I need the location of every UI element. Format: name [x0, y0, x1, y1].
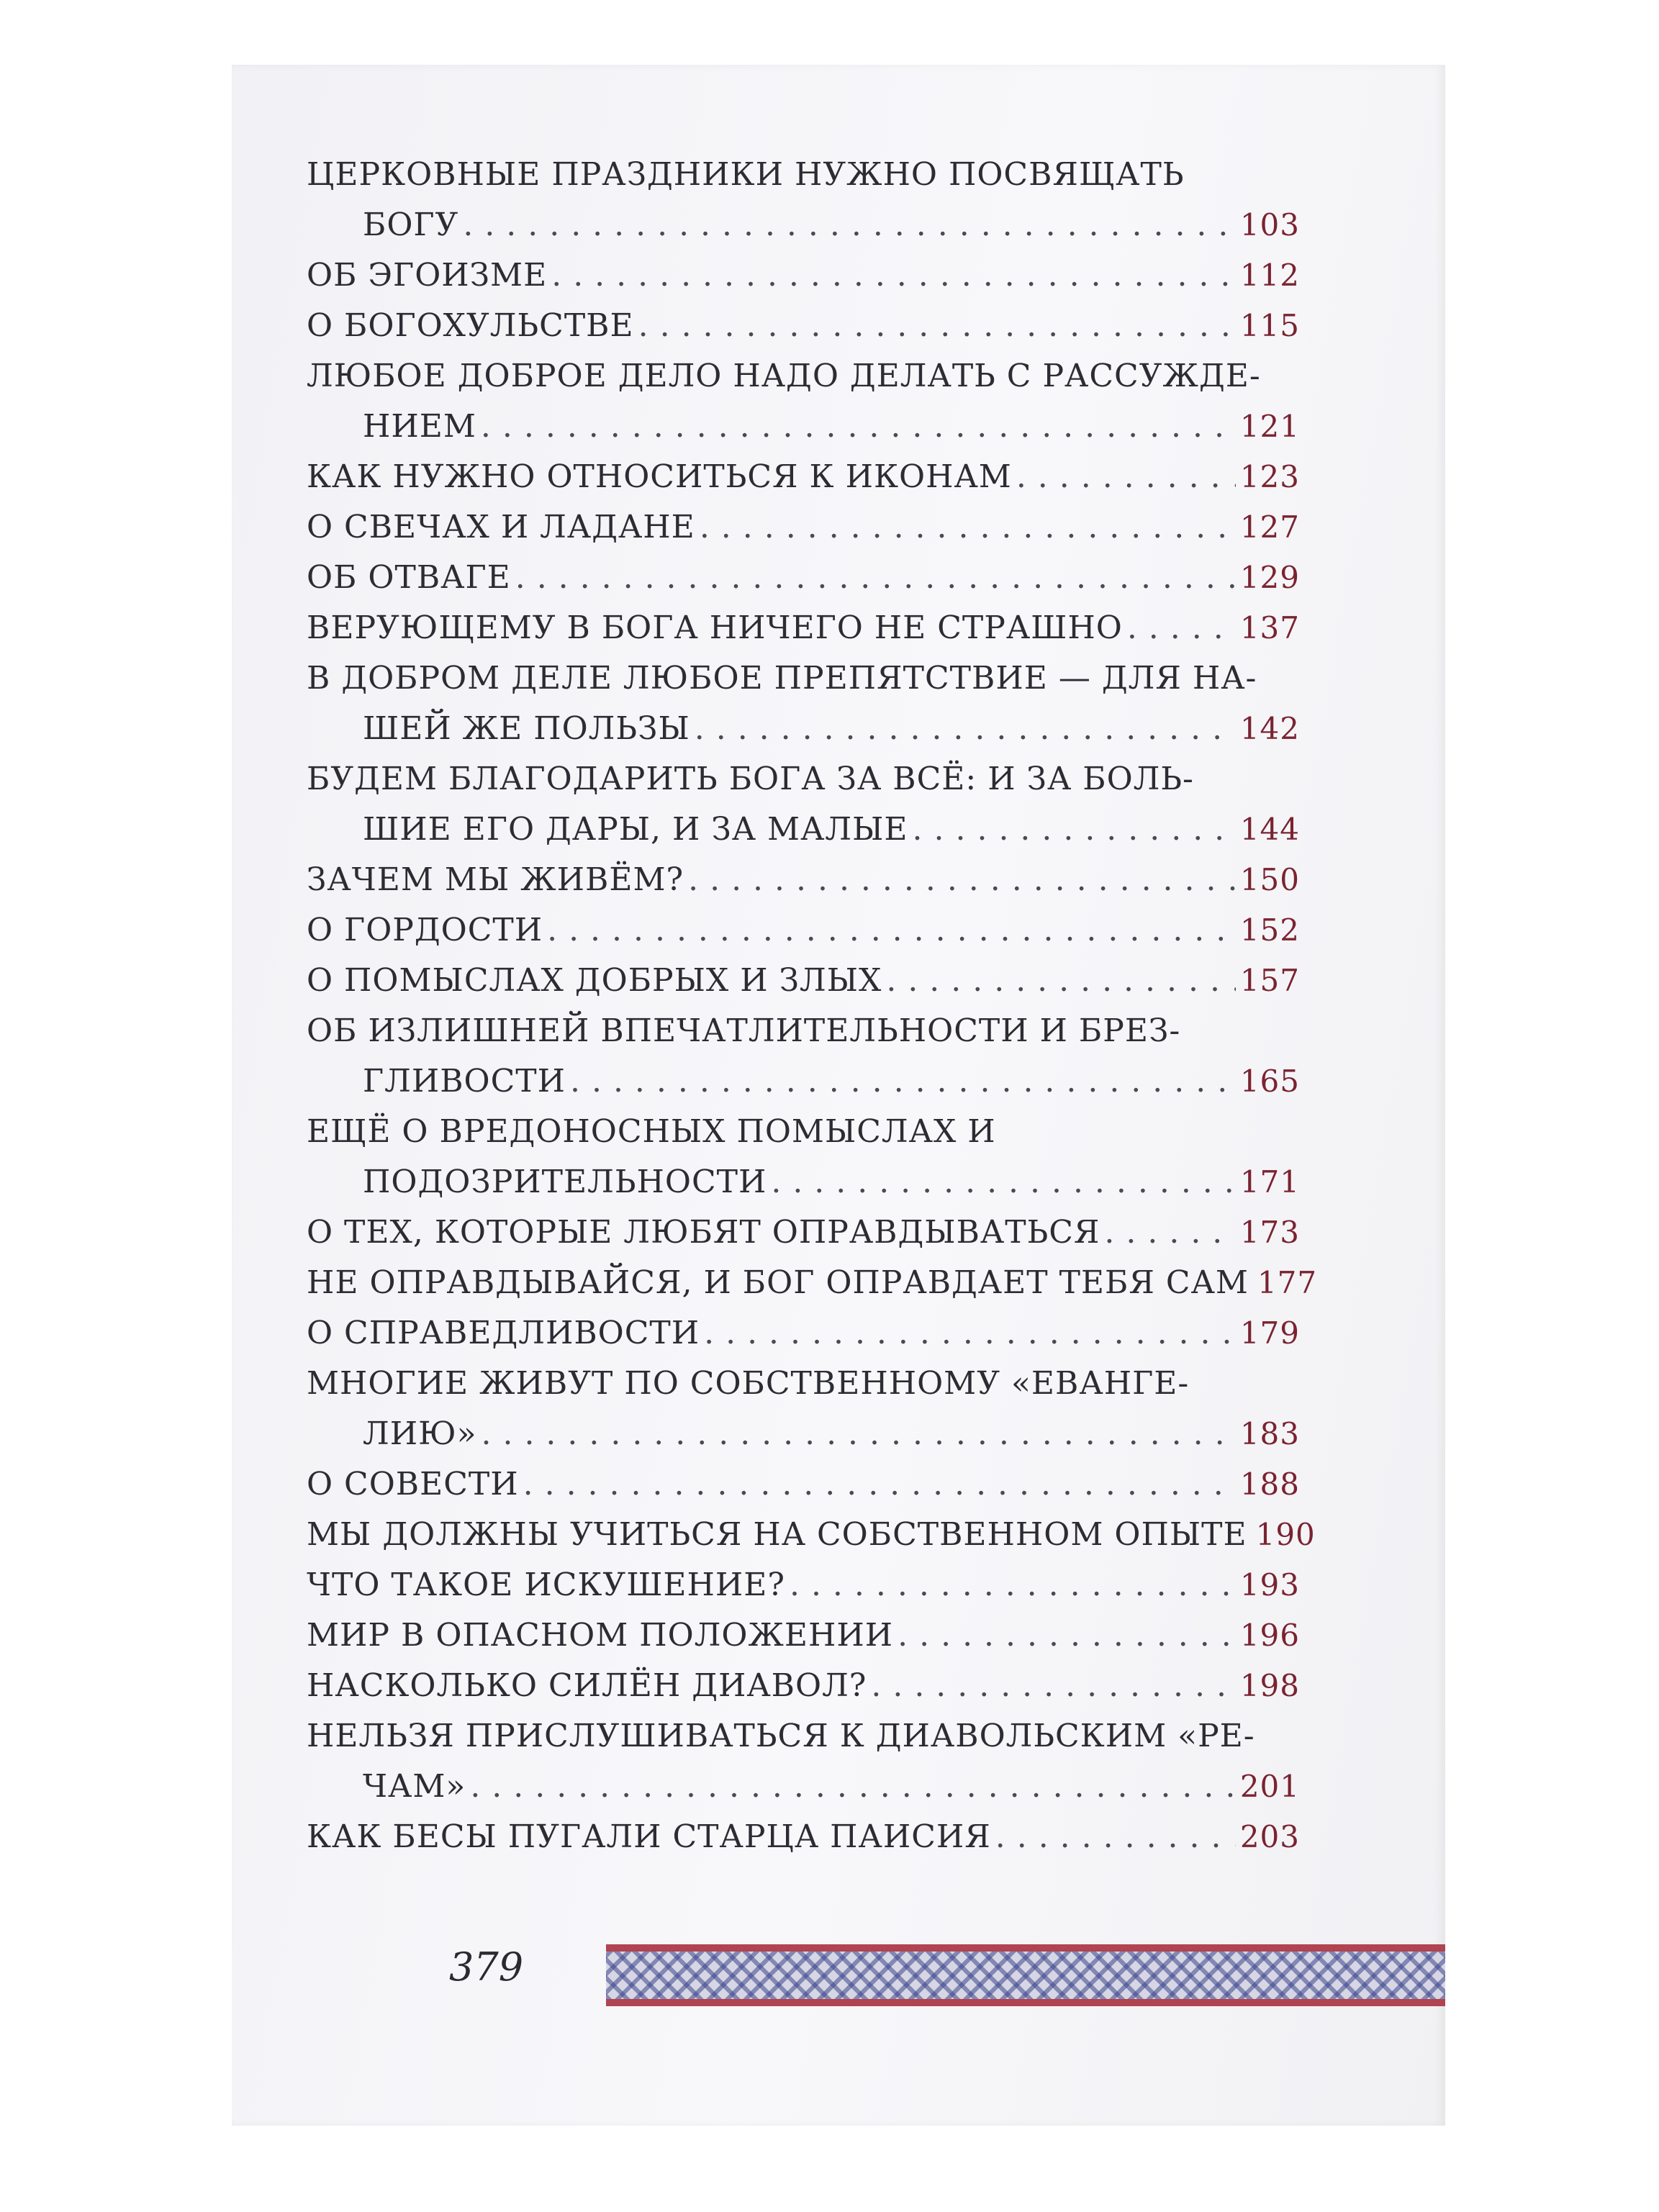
toc-entry-last-line	[307, 603, 1300, 653]
toc-entry	[307, 301, 1300, 351]
toc-entry	[307, 502, 1300, 553]
toc-entry	[307, 1661, 1300, 1711]
toc-entry-title: ШЕЙ ЖЕ ПОЛЬЗЫ	[363, 710, 690, 747]
toc-entry-title: МНОГИЕ ЖИВУТ ПО СОБСТВЕННОМУ «ЕВАНГЕ-	[307, 1365, 1190, 1402]
toc-entry-last-line	[307, 1459, 1300, 1510]
toc-entry-last-line	[307, 1610, 1300, 1661]
dot-leader	[695, 704, 1236, 754]
table-of-contents	[307, 150, 1318, 1862]
toc-entry-title: О ПОМЫСЛАХ ДОБРЫХ И ЗЛЫХ	[307, 962, 882, 999]
toc-entry-page: 103	[1239, 207, 1300, 242]
toc-entry-page: 144	[1239, 812, 1300, 847]
toc-entry-last-line	[307, 250, 1300, 301]
toc-entry-last-line	[307, 1409, 1300, 1459]
toc-entry-page: 173	[1239, 1215, 1300, 1250]
toc-entry-last-line	[307, 1157, 1300, 1207]
toc-entry-title: ГЛИВОСТИ	[363, 1063, 566, 1100]
toc-entry-last-line	[307, 1258, 1318, 1308]
dot-leader	[515, 553, 1236, 603]
dot-leader	[463, 200, 1235, 250]
toc-entry-last-line	[307, 1056, 1300, 1107]
dot-leader	[482, 1409, 1236, 1459]
dot-leader	[898, 1610, 1236, 1661]
toc-entry-page: 129	[1239, 560, 1300, 595]
toc-entry-title: ШИЕ ЕГО ДАРЫ, И ЗА МАЛЫЕ	[363, 811, 908, 848]
toc-entry	[307, 351, 1300, 452]
toc-entry-title: БОГУ	[363, 207, 459, 243]
toc-entry-page: 137	[1239, 610, 1300, 645]
toc-entry-title: ПОДОЗРИТЕЛЬНОСТИ	[363, 1164, 767, 1200]
dot-leader	[547, 905, 1236, 956]
toc-entry	[307, 754, 1300, 855]
toc-entry	[307, 1459, 1300, 1510]
toc-entry-last-line	[307, 301, 1300, 351]
toc-entry-page: 183	[1239, 1416, 1300, 1451]
toc-entry-title: ЛИЮ»	[363, 1415, 477, 1452]
dot-leader	[688, 855, 1236, 905]
decorative-ornament-band	[606, 1944, 1445, 2006]
toc-entry	[307, 1207, 1300, 1258]
dot-leader	[886, 956, 1235, 1006]
toc-entry	[307, 653, 1300, 754]
toc-entry	[307, 452, 1300, 502]
toc-entry-title: О ТЕХ, КОТОРЫЕ ЛЮБЯТ ОПРАВДЫВАТЬСЯ	[307, 1214, 1100, 1251]
toc-entry-page: 193	[1239, 1567, 1300, 1603]
book-page	[232, 65, 1445, 2126]
toc-entry-title: ЧАМ»	[363, 1768, 466, 1805]
toc-entry-page: 150	[1239, 862, 1300, 897]
toc-entry-page: 127	[1239, 509, 1300, 545]
toc-entry	[307, 1510, 1316, 1560]
dot-leader	[551, 250, 1236, 301]
toc-entry-title: ЛЮБОЕ ДОБРОЕ ДЕЛО НАДО ДЕЛАТЬ С РАССУЖДЕ-	[307, 358, 1261, 394]
toc-entry-last-line	[307, 200, 1300, 250]
toc-entry	[307, 956, 1300, 1006]
toc-entry-page: 112	[1239, 258, 1300, 293]
toc-entry-title: ВЕРУЮЩЕМУ В БОГА НИЧЕГО НЕ СТРАШНО	[307, 609, 1123, 646]
toc-entry-title: МЫ ДОЛЖНЫ УЧИТЬСЯ НА СОБСТВЕННОМ ОПЫТЕ	[307, 1516, 1247, 1553]
toc-entry-page: 115	[1239, 308, 1300, 343]
dot-leader	[771, 1157, 1235, 1207]
toc-entry	[307, 1359, 1300, 1459]
toc-entry-title: КАК НУЖНО ОТНОСИТЬСЯ К ИКОНАМ	[307, 458, 1012, 495]
toc-entry	[307, 1107, 1300, 1207]
toc-entry-title: ОБ ОТВАГЕ	[307, 559, 511, 596]
toc-entry-last-line	[307, 452, 1300, 502]
toc-entry	[307, 855, 1300, 905]
toc-entry	[307, 553, 1300, 603]
toc-entry-title: ОБ ЭГОИЗМЕ	[307, 257, 548, 294]
dot-leader	[700, 502, 1236, 553]
toc-entry-last-line	[307, 855, 1300, 905]
toc-entry	[307, 1006, 1300, 1107]
toc-entry-title: ЕЩЁ О ВРЕДОНОСНЫХ ПОМЫСЛАХ И	[307, 1113, 996, 1150]
toc-entry-title: ЦЕРКОВНЫЕ ПРАЗДНИКИ НУЖНО ПОСВЯЩАТЬ	[307, 156, 1185, 193]
toc-entry-title: БУДЕМ БЛАГОДАРИТЬ БОГА ЗА ВСЁ: И ЗА БОЛЬ-	[307, 761, 1194, 797]
toc-entry-title: НЕ ОПРАВДЫВАЙСЯ, И БОГ ОПРАВДАЕТ ТЕБЯ САМ	[307, 1264, 1249, 1301]
toc-entry-page: 179	[1239, 1315, 1300, 1351]
toc-entry-last-line	[307, 1308, 1300, 1359]
toc-entry-last-line	[307, 1560, 1300, 1610]
dot-leader	[470, 1762, 1236, 1812]
toc-entry-last-line	[307, 1510, 1316, 1560]
toc-entry-last-line	[307, 1762, 1300, 1812]
toc-entry-title: О СПРАВЕДЛИВОСТИ	[307, 1315, 700, 1351]
dot-leader	[790, 1560, 1236, 1610]
dot-leader	[523, 1459, 1236, 1510]
toc-entry-page: 121	[1239, 409, 1300, 444]
toc-entry-page: 142	[1239, 711, 1300, 746]
toc-entry	[307, 1711, 1300, 1812]
dot-leader	[570, 1056, 1236, 1107]
toc-entry-last-line	[307, 1207, 1300, 1258]
toc-entry-page: 190	[1255, 1517, 1316, 1552]
page-number: 379	[449, 1944, 524, 1990]
dot-leader	[638, 301, 1236, 351]
dot-leader	[704, 1308, 1236, 1359]
toc-entry	[307, 1560, 1300, 1610]
toc-entry-title: НЕЛЬЗЯ ПРИСЛУШИВАТЬСЯ К ДИАВОЛЬСКИМ «РЕ-	[307, 1718, 1255, 1754]
toc-entry-last-line	[307, 956, 1300, 1006]
toc-entry-last-line	[307, 905, 1300, 956]
toc-entry-title: НИЕМ	[363, 408, 476, 445]
toc-entry	[307, 603, 1300, 653]
toc-entry-page: 157	[1239, 963, 1300, 998]
toc-entry-title: О ГОРДОСТИ	[307, 912, 543, 948]
dot-leader	[1127, 603, 1236, 653]
toc-entry-last-line	[307, 1661, 1300, 1711]
toc-entry-title: О БОГОХУЛЬСТВЕ	[307, 307, 634, 344]
toc-entry-last-line	[307, 402, 1300, 452]
toc-entry-title: О СВЕЧАХ И ЛАДАНЕ	[307, 509, 695, 545]
toc-entry-last-line	[307, 502, 1300, 553]
toc-entry-last-line	[307, 704, 1300, 754]
toc-entry-page: 171	[1239, 1164, 1300, 1200]
toc-entry-page: 188	[1239, 1467, 1300, 1502]
toc-entry-title: НАСКОЛЬКО СИЛЁН ДИАВОЛ?	[307, 1667, 867, 1704]
toc-entry	[307, 150, 1300, 250]
toc-entry-title: МИР В ОПАСНОМ ПОЛОЖЕНИИ	[307, 1617, 894, 1654]
toc-entry-page: 196	[1239, 1618, 1300, 1653]
toc-entry-title: КАК БЕСЫ ПУГАЛИ СТАРЦА ПАИСИЯ	[307, 1818, 991, 1855]
toc-entry-last-line	[307, 553, 1300, 603]
toc-entry	[307, 250, 1300, 301]
toc-entry-page: 152	[1239, 912, 1300, 948]
toc-entry-title: ОБ ИЗЛИШНЕЙ ВПЕЧАТЛИТЕЛЬНОСТИ И БРЕЗ-	[307, 1012, 1181, 1049]
toc-entry-page: 177	[1257, 1265, 1318, 1300]
toc-entry-page: 123	[1239, 459, 1300, 494]
toc-entry-page: 201	[1239, 1769, 1300, 1804]
toc-entry-page: 165	[1239, 1064, 1300, 1099]
toc-entry	[307, 1258, 1318, 1308]
toc-entry	[307, 1812, 1300, 1862]
dot-leader	[871, 1661, 1235, 1711]
toc-entry-last-line	[307, 1812, 1300, 1862]
toc-entry	[307, 1610, 1300, 1661]
toc-entry-page: 198	[1239, 1668, 1300, 1703]
dot-leader	[1016, 452, 1236, 502]
toc-entry	[307, 1308, 1300, 1359]
toc-entry-title: В ДОБРОМ ДЕЛЕ ЛЮБОЕ ПРЕПЯТСТВИЕ — ДЛЯ НА-	[307, 660, 1257, 697]
toc-entry-title: ЗАЧЕМ МЫ ЖИВЁМ?	[307, 861, 684, 898]
toc-entry-page: 203	[1239, 1819, 1300, 1854]
toc-entry-last-line	[307, 804, 1300, 855]
dot-leader	[481, 402, 1236, 452]
toc-entry-title: О СОВЕСТИ	[307, 1466, 519, 1502]
dot-leader	[995, 1812, 1236, 1862]
dot-leader	[1104, 1207, 1235, 1258]
toc-entry-title: ЧТО ТАКОЕ ИСКУШЕНИЕ?	[307, 1567, 785, 1603]
toc-entry	[307, 905, 1300, 956]
dot-leader	[913, 804, 1236, 855]
